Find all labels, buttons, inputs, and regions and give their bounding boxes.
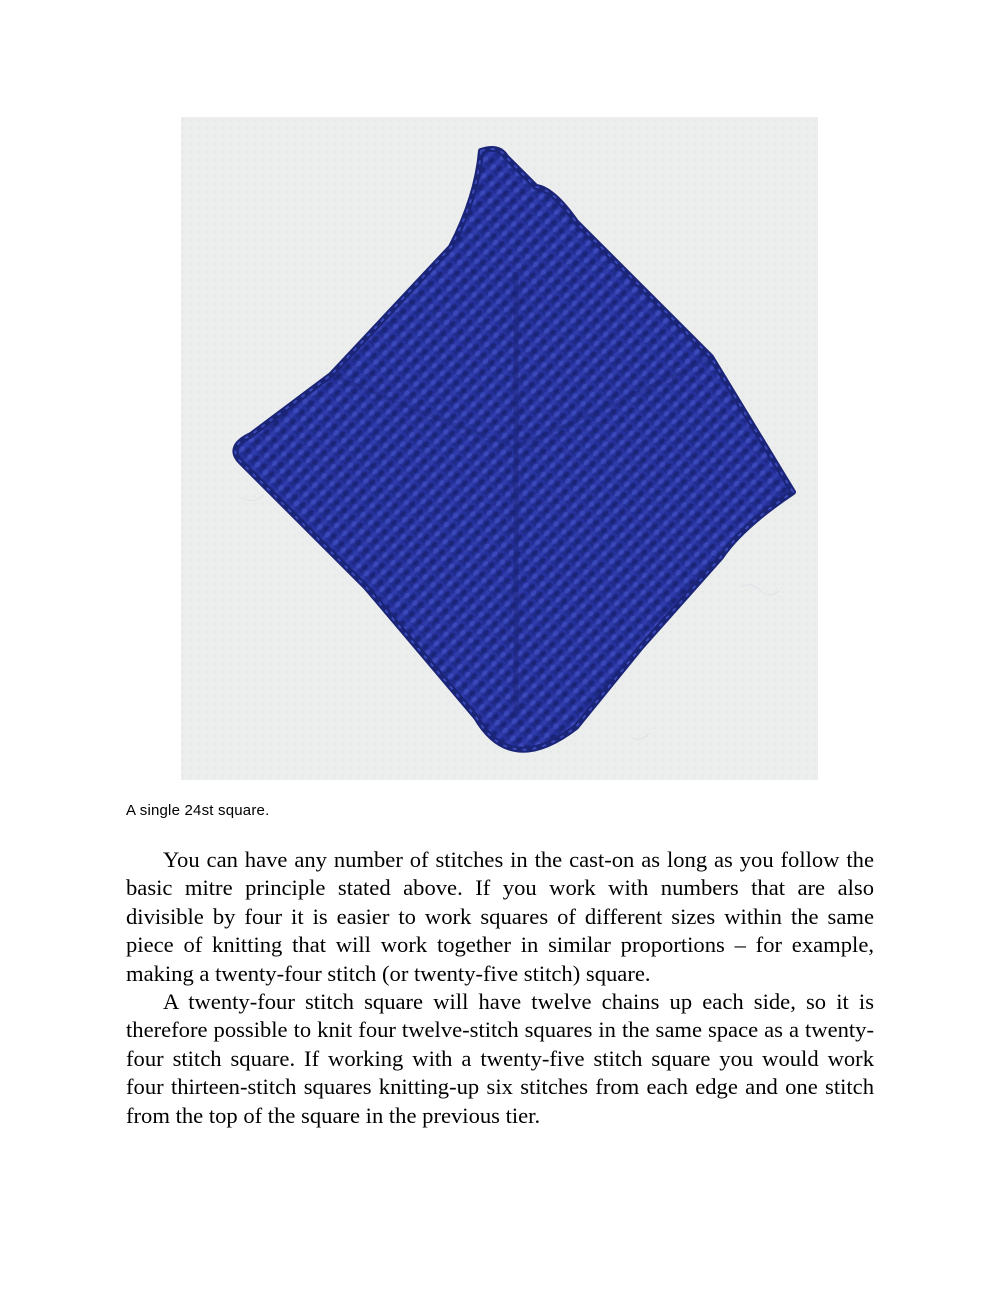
knitted-square-photo [181, 117, 818, 780]
figure-caption: A single 24st square. [126, 802, 270, 819]
body-text [126, 846, 874, 1130]
paragraph: You can have any number of stitches in the cast-on as long as you follow the basic mitre principle stated above. If you work with numbers that are also divisible by four it is easier to work squares of different sizes within the same piece of knitting that will work together in similar proportions – for example, making a twenty-four stitch (or twenty-five stitch) square. [126, 847, 874, 986]
paragraph: A twenty-four stitch square will have twelve chains up each side, so it is therefore possible to knit four twelve-stitch squares in the same space as a twenty-four stitch square. If working with a twenty-five stitch square you would work four thirteen-stitch squares knitting-up six stitches from each edge and one stitch from the top of the square in the previous tier. [126, 989, 874, 1128]
knitted-square-illustration [181, 117, 818, 780]
